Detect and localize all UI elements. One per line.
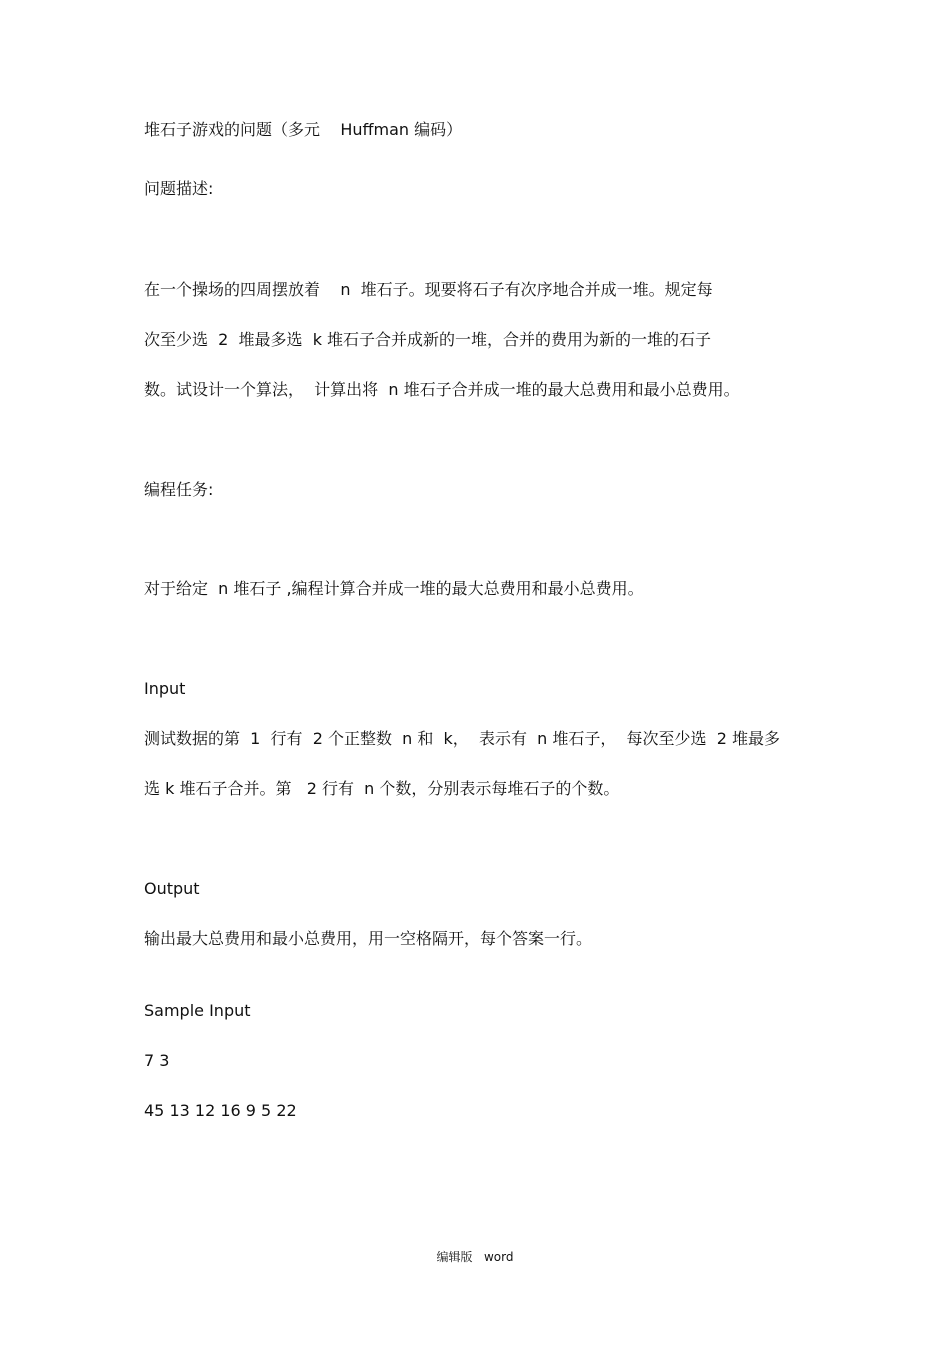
- input-line-1: 测试数据的第 1 行有 2 个正整数 n 和 k， 表示有 n 堆石子， 每次至少选 2 堆最多: [144, 729, 780, 748]
- output-heading: Output: [144, 879, 200, 898]
- description-line-3: 数。试设计一个算法， 计算出将 n 堆石子合并成一堆的最大总费用和最小总费用。: [144, 380, 740, 399]
- task-heading: 编程任务:: [144, 480, 214, 499]
- description-line-1: 在一个操场的四周摆放着 n 堆石子。现要将石子有次序地合并成一堆。规定每: [144, 280, 713, 299]
- description-line-2: 次至少选 2 堆最多选 k 堆石子合并成新的一堆，合并的费用为新的一堆的石子: [144, 330, 712, 349]
- sample-input-heading: Sample Input: [144, 1001, 251, 1020]
- sample-input-line-2: 45 13 12 16 9 5 22: [144, 1101, 297, 1120]
- document-title: 堆石子游戏的问题（多元 Huffman 编码）: [144, 120, 463, 139]
- input-line-2: 选 k 堆石子合并。第 2 行有 n 个数，分别表示每堆石子的个数。: [144, 779, 620, 798]
- problem-heading: 问题描述:: [144, 179, 214, 198]
- task-text: 对于给定 n 堆石子 ,编程计算合并成一堆的最大总费用和最小总费用。: [144, 579, 644, 598]
- input-heading: Input: [144, 679, 186, 698]
- sample-input-line-1: 7 3: [144, 1051, 170, 1070]
- page-footer: 编辑版 word: [436, 1250, 514, 1264]
- output-text: 输出最大总费用和最小总费用，用一空格隔开，每个答案一行。: [144, 929, 593, 948]
